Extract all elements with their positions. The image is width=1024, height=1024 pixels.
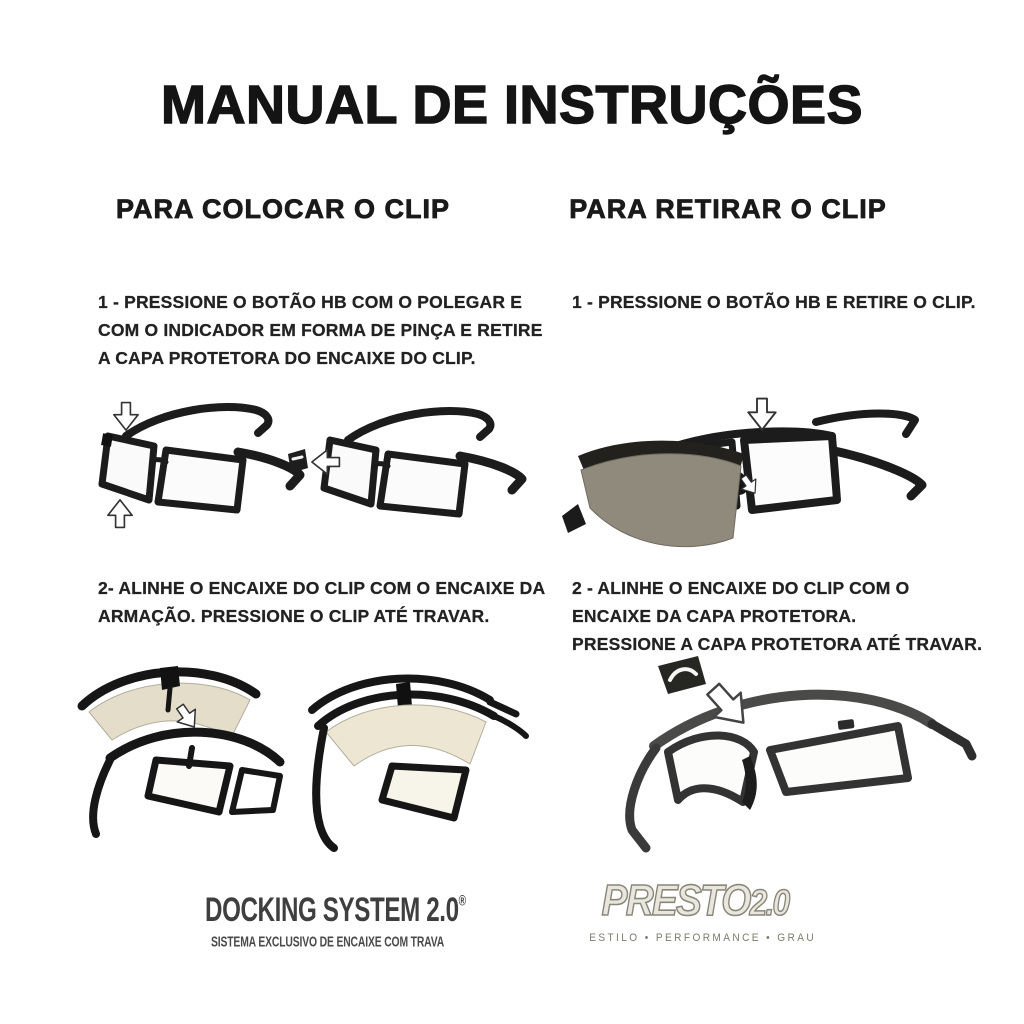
step-text-line: 2- ALINHE O ENCAIXE DO CLIP COM O ENCAIXE DA (98, 578, 546, 598)
step-text-line: 2 - ALINHE O ENCAIXE DO CLIP COM O (572, 578, 910, 598)
retirar-step2-text (572, 574, 1002, 658)
step-text-line: ENCAIXE DA CAPA PROTETORA. (572, 606, 857, 626)
step-text-line: COM O INDICADOR EM FORMA DE PINÇA E RETIRE (98, 320, 543, 340)
down-arrow-icon (748, 399, 776, 430)
step-text-line: A CAPA PROTETORA DO ENCAIXE DO CLIP. (98, 348, 476, 368)
registered-mark: ® (458, 892, 466, 909)
hb-button (838, 719, 855, 730)
colocar-step2-text (98, 574, 546, 630)
clip-locked-on-frame (312, 678, 526, 848)
page-title: MANUAL DE INSTRUÇÕES (160, 75, 864, 135)
docking-system-tagline: SISTEMA EXCLUSIVO DE ENCAIXE COM TRAVA (211, 933, 445, 950)
retirar-step2-illustration (600, 650, 990, 870)
protective-cover-piece (658, 656, 706, 694)
presto-logo-text (594, 876, 796, 926)
presto-name: PRESTO (601, 876, 750, 925)
eyeglasses-with-clip (562, 399, 922, 547)
up-arrow-icon (108, 500, 132, 528)
colocar-step1-text (98, 288, 543, 372)
presto-tagline: ESTILO • PERFORMANCE • GRAU (589, 932, 817, 944)
eyeglasses-left (101, 403, 300, 528)
clip-lens (326, 705, 486, 766)
column-header-retirar: PARA RETIRAR O CLIP (569, 194, 887, 224)
presto-version: 2.0 (749, 882, 789, 923)
colocar-step2-illustration (60, 648, 510, 873)
step-text-line: 1 - PRESSIONE O BOTÃO HB E RETIRE O CLIP. (572, 292, 976, 312)
step-text-line: PRESSIONE A CAPA PROTETORA ATÉ TRAVAR. (572, 634, 983, 654)
docking-system-logo-text (205, 890, 466, 930)
retirar-step1-illustration (548, 382, 968, 567)
step-text-line: ARMAÇÃO. PRESSIONE O CLIP ATÉ TRAVAR. (98, 606, 490, 626)
clip-above-frame (82, 666, 280, 834)
presto-logo (580, 876, 817, 944)
column-header-colocar: PARA COLOCAR O CLIP (116, 194, 450, 224)
protective-cover-piece (288, 449, 308, 473)
step-text-line: 1 - PRESSIONE O BOTÃO HB COM O POLEGAR E (98, 292, 523, 312)
retirar-step1-text (572, 288, 992, 316)
clip-sun-lens (581, 454, 741, 547)
docking-name: DOCKING SYSTEM 2.0 (205, 890, 459, 929)
frame-top-view (630, 656, 972, 848)
docking-system-logo (172, 890, 472, 949)
colocar-step1-illustration (82, 388, 522, 558)
eyeglasses-right-with-cover-removed (288, 411, 522, 514)
